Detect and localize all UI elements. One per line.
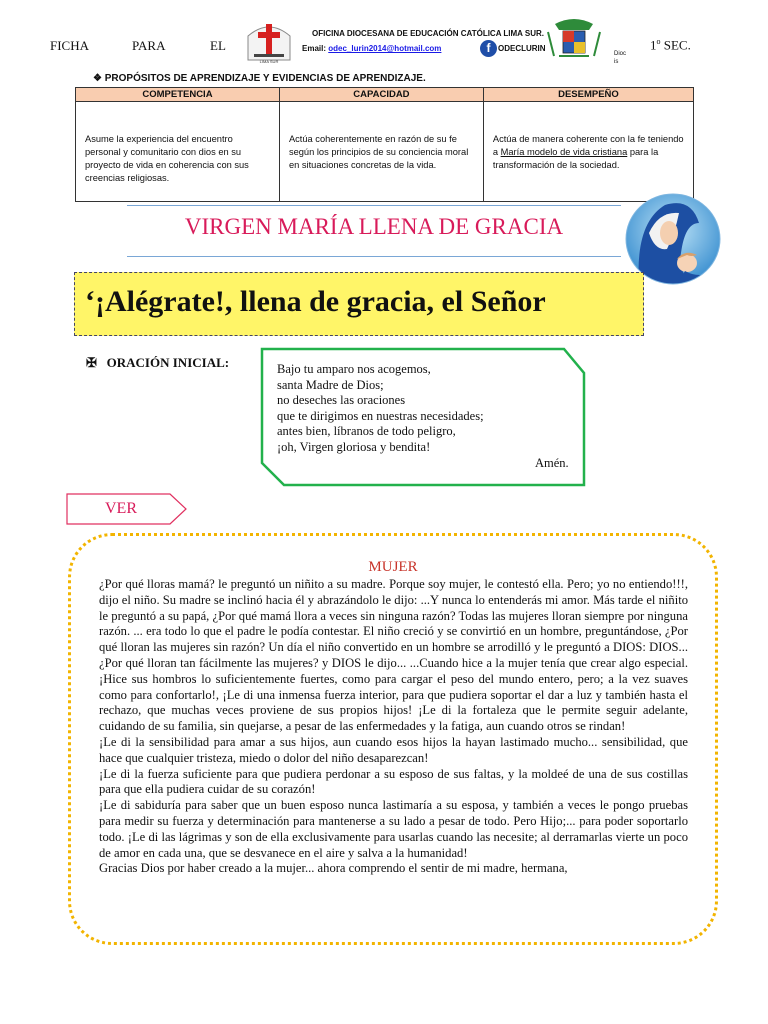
email-line (302, 44, 441, 53)
office-name: OFICINA DIOCESANA DE EDUCACIÓN CATÓLICA LIMA SUR. (312, 29, 544, 38)
story-title: MUJER (368, 559, 418, 575)
title-bottom-rule (127, 256, 621, 257)
dioc-text: Dioc is (614, 51, 627, 65)
prayer-label: ✠ ORACIÓN INICIAL: (86, 355, 230, 370)
competency-table (75, 87, 694, 202)
title-top-rule (127, 205, 621, 206)
story-paragraph: ¡Le di la sensibilidad para amar a sus hijos, aun cuando esos hijos la hayan lastimado mucho... sensibilidad, que hace que cualquier tristeza, miedo o dolor del niño desaparezcan! (99, 734, 688, 765)
cross-bullet-icon: ✠ (86, 355, 97, 370)
cell-capacidad: Actúa coherentemente en razón de su fe según los principios de su conciencia moral en situaciones concretas de la vida. (279, 102, 483, 202)
facebook-name: ODECLURIN (498, 44, 546, 53)
para-word: PARA (132, 38, 166, 53)
greeting-text: ‘¡Alégrate!, llena de gracia, el Señor (85, 285, 546, 318)
ficha-word: FICHA (50, 38, 90, 53)
el-word: EL (210, 38, 226, 53)
story-paragraph: Gracias Dios por haber creado a la mujer... ahora comprendo el sentir de mi madre, hermana, (99, 861, 568, 876)
cell-competencia: Asume la experiencia del encuentro personal y comunitario con dios en su proyecto de vida en coherencia con sus creencias religiosas. (76, 102, 280, 202)
story-paragraph: ¿Por qué lloras mamá? le preguntó un niñito a su madre. Porque soy mujer, le contestó ella. Pero; yo no entiendo!!!, dijo el niño. Su madre se inclinó hacia él y abrazándolo le dijo: ...Y nunca lo entenderás mi amor. Más tarde el niñito le preguntó a su papá, ¿Por qué mamá llora a veces sin ninguna razón? Todas las mujeres lloran siempre por ninguna razón. ... era todo lo que el padre le podía contestar. El niño creció y se convirtió en un hombre, preguntándose, ¿Por qué lloran las mujeres sin razón? Un día el niño convertido en un hombre se arrodilló y le preguntó a DIOS: DIOS... ¿Por qué lloran tan fácilmente las mujeres? y DIOS le dijo... ...Cuando hice a la mujer tenía que crear algo especial. ¡Hice sus hombros lo suficientemente fuertes, como para cargar el peso del mundo entero, pero; a la vez suaves como para confortarlo!, ¡Le di una inmensa fuerza interior, para que pudiera soportar el dar a luz y también hasta el rechazo, que muchas veces proviene de sus propios hijos! ¡Le di la fortaleza que le permite seguir adelante, cuidando de su familia, sin quejarse, a pesar de las enfermedades y la fatiga, aun cuando otros se rindan! (99, 577, 688, 734)
email-label: Email: (302, 44, 327, 53)
col-competencia: COMPETENCIA (76, 88, 280, 102)
col-desempeno: DESEMPEÑO (483, 88, 693, 102)
story-paragraph: ¡Le di sabiduría para saber que un buen esposo nunca lastimaría a su esposa, y también a veces le pongo pruebas para medir su fuerza y determinación para mantenerse a su lado a pesar de todo. Pero Hijo;... para poder soportarlo todo. ¡Le di las lágrimas y son de ella exclusivamente para usarlas cuando las necesite; al derramarlas vierte un poco de amor en cada una, que se desvanece en el aire y salva a la humanidad! (99, 798, 688, 860)
email-link[interactable]: odec_lurin2014@hotmail.com (328, 44, 442, 53)
prayer-text: Bajo tu amparo nos acogemos, santa Madre de Dios; no deseches las oraciones que te dirigimos en nuestras necesidades; antes bien, líbranos de todo peligro, ¡oh, Virgen gloriosa y bendita! (277, 362, 484, 454)
facebook-icon[interactable]: f (480, 40, 497, 57)
church-cross-logo (244, 16, 294, 64)
grade-level: 1$^o$ SEC. (650, 37, 691, 53)
col-capacidad: CAPACIDAD (279, 88, 483, 102)
bishop-coat-of-arms (545, 16, 603, 62)
story-paragraph: ¡Le di la fuerza suficiente para que pudiera perdonar a su esposo de sus faltas, y la moldeé de una de sus costillas para que ella pudiera cuidar de su corazón! (99, 766, 688, 797)
story-body (99, 577, 688, 927)
svg-text:LIMA SUR: LIMA SUR (259, 59, 279, 64)
prayer-amen: Amén. (535, 456, 569, 470)
purposes-heading: ❖ PROPÓSITOS DE APRENDIZAJE Y EVIDENCIAS DE APRENDIZAJE. (93, 73, 426, 84)
cell-desempeno: Actúa de manera coherente con la fe teniendo a María modelo de vida cristiana para la transformación de la sociedad. (483, 102, 693, 202)
page-title: VIRGEN MARÍA LLENA DE GRACIA (184, 214, 564, 239)
greeting-banner (74, 272, 644, 336)
ver-label: VER (105, 500, 137, 517)
